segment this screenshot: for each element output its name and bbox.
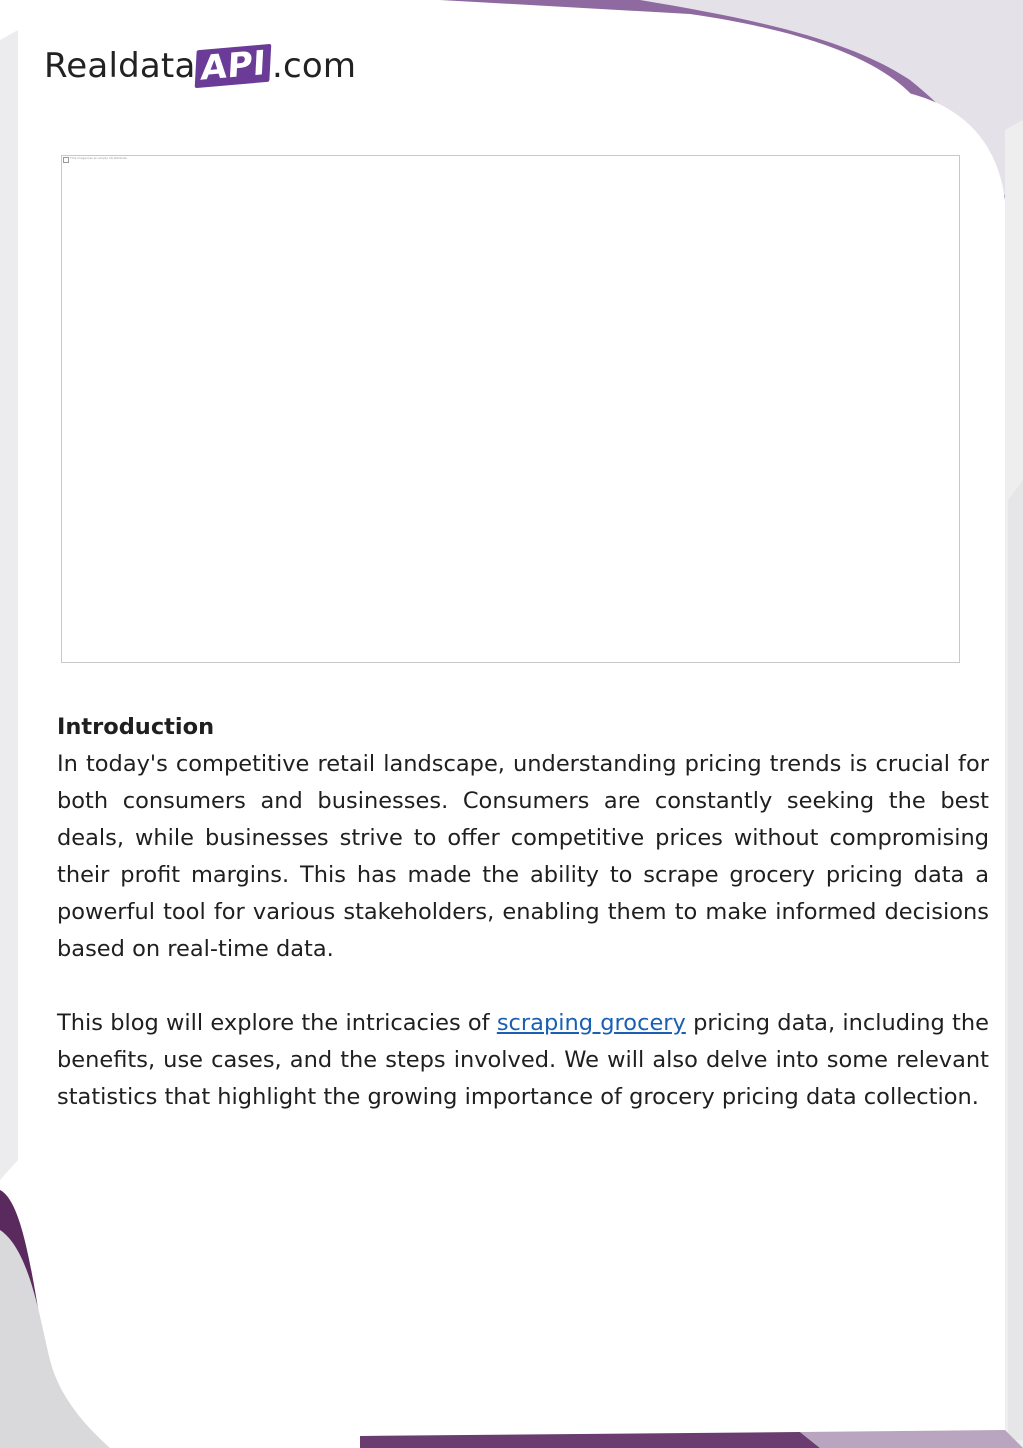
image-alt-text: This image has an empty alt attribute: [70, 156, 127, 160]
scraping-grocery-link[interactable]: scraping grocery: [496, 1010, 686, 1036]
paragraph-text-after-link: pricing data, including the benefits, use cases, and the steps involved. We will also delve into some relevant statistics that highlight the growing importance of grocery pricing data collection.: [57, 1010, 989, 1110]
realdataapi-logo[interactable]: [44, 38, 356, 94]
paragraph-text-before-link: This blog will explore the intricacies of: [57, 1010, 497, 1036]
logo-suffix: .com: [271, 46, 357, 86]
blog-overview-paragraph: [57, 1005, 989, 1116]
broken-image-icon: [63, 157, 69, 163]
article-body: [57, 709, 989, 1116]
article-image-placeholder: [61, 155, 960, 663]
intro-paragraph: In today's competitive retail landscape, understanding pricing trends is crucial for both consumers and businesses. Consumers are constantly seeking the best deals, while businesses strive to offer competitive prices without compromising their profit margins. This has made the ability to scrape grocery pricing data a powerful tool for various stakeholders, enabling them to make informed decisions based on real-time data.: [57, 751, 989, 962]
logo-prefix: Realdata: [44, 46, 196, 86]
logo-api-badge: API: [195, 44, 272, 88]
section-heading: Introduction: [57, 714, 215, 740]
